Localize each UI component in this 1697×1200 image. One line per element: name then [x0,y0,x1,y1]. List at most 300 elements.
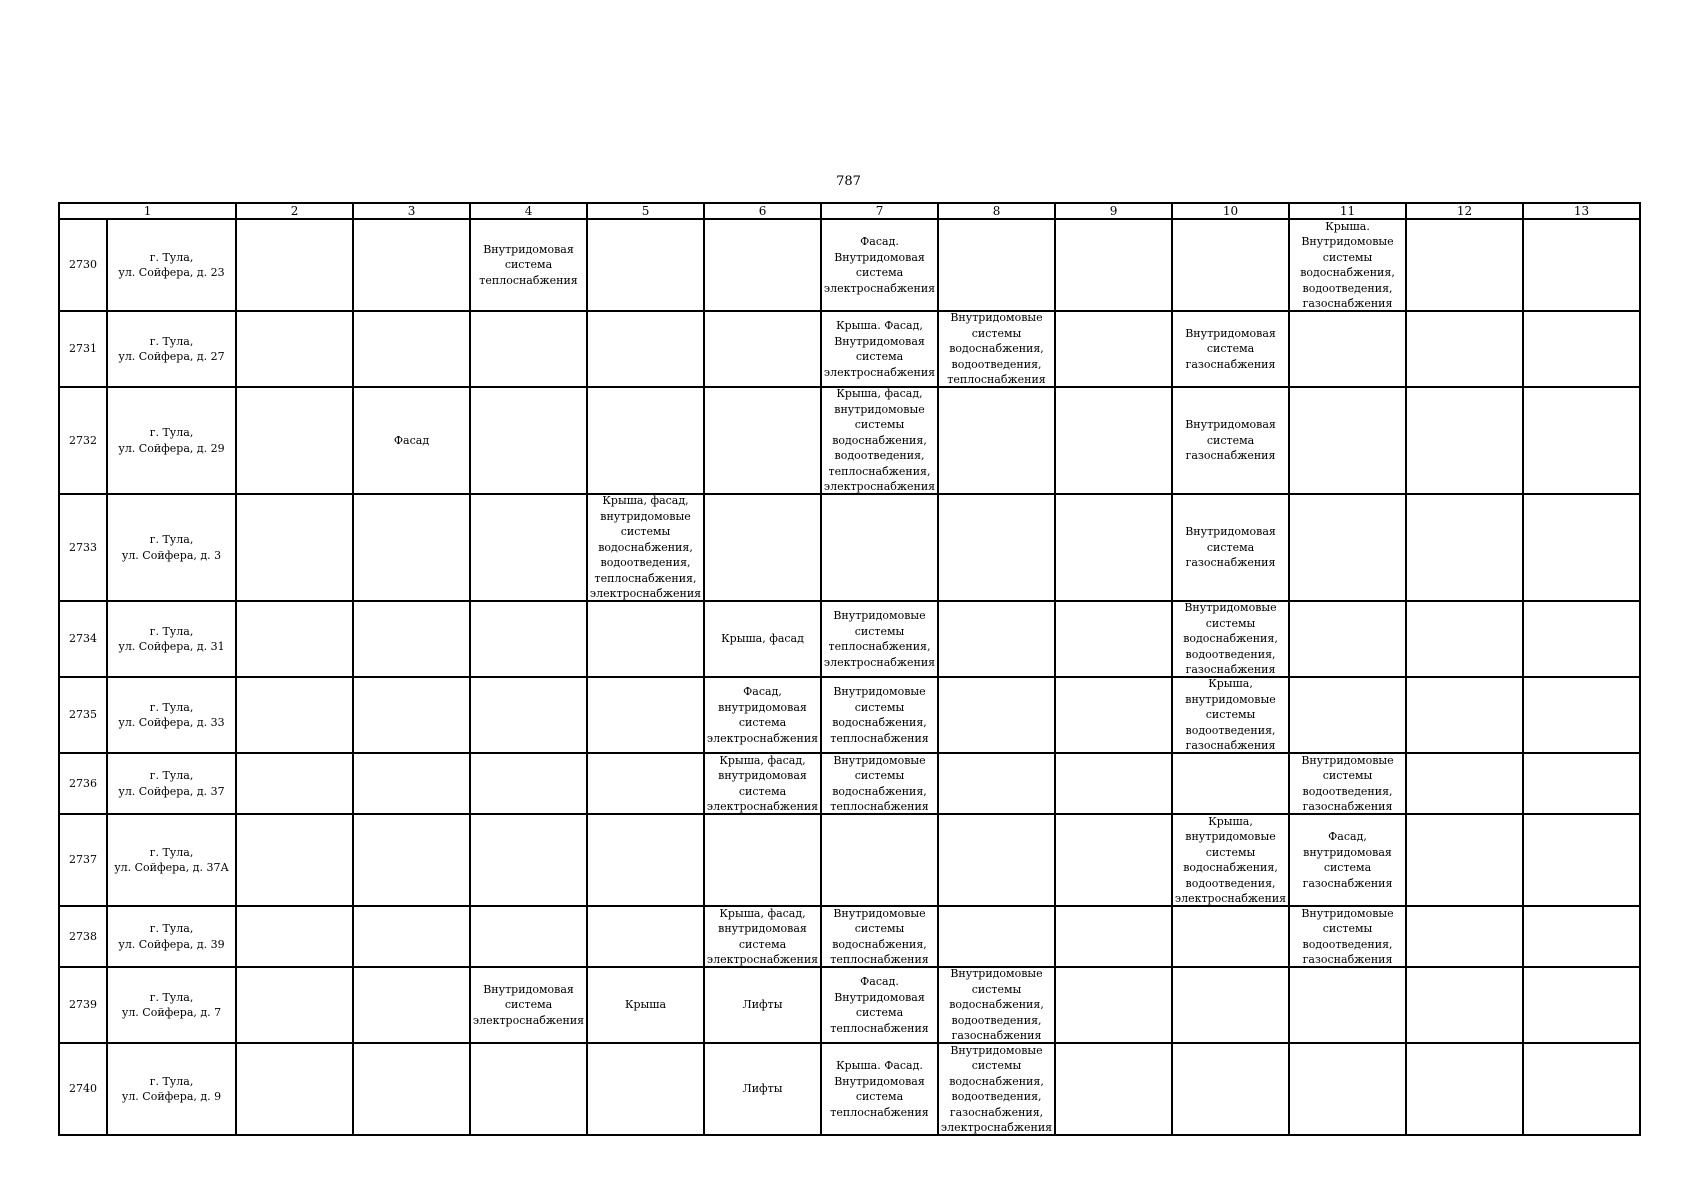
work-text: Внутридомовые системы водоснабжения, теплоснабжения [830,685,929,745]
work-cell-content [1526,678,1637,752]
work-cell [1289,753,1406,814]
work-cell-content [473,754,584,813]
address-text: г. Тула, ул. Сойфера, д. 23 [118,250,225,279]
work-cell [236,311,353,387]
work-cell [938,753,1055,814]
work-cell [470,1043,587,1135]
work-text: Фасад. Внутридомовая система теплоснабжения [830,975,929,1035]
work-cell [1172,753,1289,814]
work-cell [1172,601,1289,677]
work-text: Крыша. Фасад. Внутридомовая система теплоснабжения [830,1059,929,1119]
work-text: Крыша, внутридомовые системы водоотведения, газоснабжения [1185,678,1276,752]
work-cell-content [1058,754,1169,813]
work-cell-content [824,1044,935,1134]
work-cell [353,814,470,906]
work-cell [1406,311,1523,387]
work-cell [704,814,821,906]
work-cell [353,967,470,1043]
work-text: Внутридомовые системы водоотведения, газоснабжения [1301,907,1394,966]
work-cell-content [941,1044,1052,1134]
work-cell-content [941,815,1052,905]
work-cell [1523,601,1640,677]
column-header: 11 [1289,203,1406,219]
work-cell [587,967,704,1043]
work-cell-content [707,968,818,1042]
work-cell [704,387,821,494]
work-cell [938,906,1055,967]
work-cell [1523,906,1640,967]
table-row [59,677,1640,753]
work-cell-content [473,1044,584,1134]
address-cell [107,753,236,814]
table-row [59,311,1640,387]
table-row [59,753,1640,814]
work-cell [587,387,704,494]
address-text: г. Тула, ул. Сойфера, д. 3 [121,533,222,562]
work-cell-content [239,220,350,310]
work-cell-content [1292,815,1403,905]
work-cell [1055,311,1172,387]
work-cell [704,1043,821,1135]
work-cell [1172,677,1289,753]
work-cell-content [1175,312,1286,386]
work-cell [587,311,704,387]
work-cell-content [1409,678,1520,752]
work-cell-content [1409,312,1520,386]
work-text: Крыша, фасад, внутридомовые системы водоснабжения, водоотведения, теплоснабжения, электроснабжения [824,388,936,493]
work-cell [1172,494,1289,601]
address-text: г. Тула, ул. Сойфера, д. 33 [118,700,225,729]
work-cell [1172,967,1289,1043]
work-cell-content [1526,968,1637,1042]
work-cell-content [1409,907,1520,966]
work-cell [353,494,470,601]
work-cell-content [239,388,350,493]
row-number: 2739 [59,967,107,1043]
work-cell [1055,967,1172,1043]
table-row [59,601,1640,677]
work-cell-content [1409,388,1520,493]
work-cell-content [1175,220,1286,310]
work-cell-content [941,220,1052,310]
work-cell [1172,814,1289,906]
work-cell [470,311,587,387]
work-cell-content [356,495,467,600]
work-cell-content [707,220,818,310]
work-text: Крыша, фасад, внутридомовые системы водоснабжения, водоотведения, теплоснабжения, электроснабжения [590,495,702,600]
work-cell-content [1292,220,1403,310]
work-cell [1406,1043,1523,1135]
work-cell [1406,219,1523,311]
work-cell [587,1043,704,1135]
work-cell [938,1043,1055,1135]
work-cell [353,677,470,753]
work-cell-content [1409,968,1520,1042]
work-text: Крыша. Фасад, Внутридомовая система электроснабжения [824,319,936,379]
work-cell [353,753,470,814]
work-cell-content [239,312,350,386]
work-text: Крыша [624,998,667,1012]
row-number: 2733 [59,494,107,601]
work-cell [821,387,938,494]
work-cell [236,219,353,311]
work-text: Внутридомовые системы теплоснабжения, электроснабжения [824,609,936,669]
work-text: Внутридомовые системы водоснабжения, теплоснабжения [830,907,929,966]
work-cell [236,814,353,906]
work-cell [1289,906,1406,967]
work-text: Фасад [393,433,430,447]
work-cell-content [239,754,350,813]
work-cell-content [356,907,467,966]
work-cell-content [1292,495,1403,600]
work-cell [587,753,704,814]
work-cell-content [590,495,701,600]
work-text: Внутридомовые системы водоснабжения, теплоснабжения [830,754,929,813]
work-cell [1289,601,1406,677]
work-cell [1172,311,1289,387]
address-cell [107,494,236,601]
work-cell [1406,387,1523,494]
work-cell-content [1292,907,1403,966]
work-cell-content [1526,907,1637,966]
work-text: Внутридомовая система газоснабжения [1185,326,1276,371]
row-number: 2736 [59,753,107,814]
work-cell [236,387,353,494]
work-cell-content [941,602,1052,676]
work-cell [236,967,353,1043]
work-cell-content [590,907,701,966]
work-cell-content [1175,815,1286,905]
work-cell-content [239,678,350,752]
work-cell-content [824,220,935,310]
row-number: 2730 [59,219,107,311]
work-cell-content [707,907,818,966]
work-cell [938,677,1055,753]
work-cell [1523,387,1640,494]
work-cell [938,387,1055,494]
work-cell [1523,753,1640,814]
work-cell [938,219,1055,311]
page-number: 787 [836,174,861,189]
work-text: Крыша. Внутридомовые системы водоснабжения, водоотведения, газоснабжения [1300,220,1395,310]
work-cell [1289,677,1406,753]
work-cell-content [590,754,701,813]
work-cell-content [1292,678,1403,752]
work-cell-content [1175,1044,1286,1134]
work-cell-content [473,678,584,752]
work-cell [1172,219,1289,311]
work-cell-content [707,602,818,676]
work-cell-content [1058,1044,1169,1134]
work-cell-content [1526,1044,1637,1134]
work-cell [1523,677,1640,753]
work-text: Фасад, внутридомовая система электроснабжения [707,685,819,745]
work-cell [1055,601,1172,677]
work-cell [1406,967,1523,1043]
work-cell-content [1526,220,1637,310]
work-text: Лифты [742,998,783,1012]
row-number: 2731 [59,311,107,387]
work-text: Фасад, внутридомовая система газоснабжения [1302,830,1393,890]
work-cell [821,219,938,311]
work-cell [470,967,587,1043]
work-cell-content [1175,388,1286,493]
work-cell-content [356,388,467,493]
work-cell [353,311,470,387]
work-text: Лифты [742,1082,783,1096]
work-cell-content [941,388,1052,493]
work-cell [353,219,470,311]
work-cell [821,814,938,906]
work-cell-content [473,602,584,676]
work-cell [704,219,821,311]
work-cell-content [707,815,818,905]
work-cell-content [1292,1044,1403,1134]
work-cell-content [1058,602,1169,676]
work-cell-content [1292,312,1403,386]
work-cell-content [824,312,935,386]
work-cell [1289,494,1406,601]
work-cell-content [239,602,350,676]
table-row [59,387,1640,494]
work-cell [1055,753,1172,814]
work-cell-content [1058,907,1169,966]
work-text: Крыша, фасад [721,632,804,646]
work-cell-content [707,678,818,752]
work-cell-content [941,754,1052,813]
work-cell-content [1526,495,1637,600]
work-cell-content [1526,815,1637,905]
work-cell-content [590,388,701,493]
work-cell [938,814,1055,906]
work-cell [1406,494,1523,601]
work-cell-content [356,815,467,905]
address-cell [107,219,236,311]
address-text: г. Тула, ул. Сойфера, д. 37 [118,769,225,798]
address-cell [107,906,236,967]
work-cell [1406,601,1523,677]
work-cell-content [707,388,818,493]
work-cell-content [1409,754,1520,813]
work-cell-content [941,968,1052,1042]
column-header: 10 [1172,203,1289,219]
work-cell-content [239,907,350,966]
work-cell-content [239,1044,350,1134]
row-number: 2735 [59,677,107,753]
work-cell [236,601,353,677]
column-header: 13 [1523,203,1640,219]
table-row [59,1043,1640,1135]
work-cell [1523,1043,1640,1135]
work-cell [938,601,1055,677]
work-cell-content [1292,754,1403,813]
work-cell [821,677,938,753]
work-cell-content [1175,495,1286,600]
work-text: Внутридомовые системы водоснабжения, водоотведения, газоснабжения [1183,602,1278,676]
address-cell [107,1043,236,1135]
work-cell [821,753,938,814]
work-cell-content [824,968,935,1042]
column-header: 4 [470,203,587,219]
work-cell [353,1043,470,1135]
work-cell-content [824,678,935,752]
work-cell-content [824,815,935,905]
work-cell [1055,1043,1172,1135]
table-header [59,203,1640,219]
work-cell [1055,494,1172,601]
column-header: 6 [704,203,821,219]
work-cell-content [239,968,350,1042]
table-row [59,906,1640,967]
work-cell [470,906,587,967]
work-cell [1523,219,1640,311]
work-cell [938,494,1055,601]
work-cell [1523,967,1640,1043]
work-cell-content [590,678,701,752]
work-cell-content [356,1044,467,1134]
work-text: Крыша, внутридомовые системы водоснабжения, водоотведения, электроснабжения [1175,815,1287,905]
work-cell [704,906,821,967]
work-cell-content [824,754,935,813]
work-cell-content [1058,312,1169,386]
work-cell [821,311,938,387]
address-text: г. Тула, ул. Сойфера, д. 7 [121,990,222,1019]
work-text: Внутридомовые системы водоснабжения, водоотведения, газоснабжения, электроснабжения [941,1044,1053,1134]
work-cell [704,753,821,814]
work-cell-content [1409,1044,1520,1134]
work-cell [821,601,938,677]
work-cell-content [1175,602,1286,676]
work-cell [704,677,821,753]
address-cell [107,814,236,906]
work-cell-content [1526,602,1637,676]
work-cell [1406,814,1523,906]
work-cell-content [356,754,467,813]
work-cell [236,906,353,967]
work-cell [1523,494,1640,601]
address-text: г. Тула, ул. Сойфера, д. 31 [118,624,225,653]
address-cell [107,311,236,387]
column-header: 3 [353,203,470,219]
work-cell [704,601,821,677]
table-body [59,219,1640,1135]
work-cell-content [1175,907,1286,966]
work-cell [1289,1043,1406,1135]
work-cell [704,494,821,601]
work-text: Фасад. Внутридомовая система электроснабжения [824,235,936,295]
work-cell-content [824,907,935,966]
work-cell [938,311,1055,387]
work-cell [470,814,587,906]
work-cell-content [1175,754,1286,813]
work-cell-content [1409,220,1520,310]
work-cell [1055,814,1172,906]
work-cell-content [1292,602,1403,676]
work-cell [1523,814,1640,906]
work-cell-content [824,495,935,600]
work-text: Внутридомовая система газоснабжения [1185,525,1276,570]
work-cell [1055,387,1172,494]
row-number: 2738 [59,906,107,967]
address-text: г. Тула, ул. Сойфера, д. 37А [114,845,229,874]
work-cell-content [473,312,584,386]
work-cell [1406,677,1523,753]
work-cell [470,219,587,311]
work-cell [1172,387,1289,494]
work-cell-content [590,602,701,676]
work-cell-content [356,968,467,1042]
table-row [59,219,1640,311]
work-cell [821,494,938,601]
address-text: г. Тула, ул. Сойфера, д. 27 [118,334,225,363]
work-text: Крыша, фасад, внутридомовая система электроснабжения [707,907,819,966]
work-cell-content [473,907,584,966]
work-cell [1172,906,1289,967]
work-cell-content [824,388,935,493]
work-cell [353,601,470,677]
address-text: г. Тула, ул. Сойфера, д. 9 [121,1074,222,1103]
work-cell [1406,753,1523,814]
work-cell-content [473,495,584,600]
work-cell-content [590,815,701,905]
work-cell [704,311,821,387]
work-cell-content [356,678,467,752]
work-cell [587,601,704,677]
address-cell [107,677,236,753]
column-header: 5 [587,203,704,219]
work-cell-content [824,602,935,676]
work-cell-content [1526,312,1637,386]
work-cell-content [1292,388,1403,493]
address-cell [107,387,236,494]
work-cell-content [239,495,350,600]
work-text: Внутридомовая система электроснабжения [473,982,585,1027]
work-cell [1406,906,1523,967]
address-text: г. Тула, ул. Сойфера, д. 29 [118,426,225,455]
work-cell [821,1043,938,1135]
work-cell [470,601,587,677]
work-cell [1523,311,1640,387]
work-cell-content [1292,968,1403,1042]
work-cell-content [473,815,584,905]
work-cell [353,387,470,494]
row-number: 2732 [59,387,107,494]
work-text: Внутридомовые системы водоотведения, газоснабжения [1301,754,1394,813]
work-cell-content [473,220,584,310]
column-header: 7 [821,203,938,219]
work-cell-content [941,495,1052,600]
work-cell [821,967,938,1043]
work-cell-content [707,495,818,600]
work-cell-content [1409,815,1520,905]
work-cell [1289,219,1406,311]
work-text: Внутридомовые системы водоснабжения, водоотведения, теплоснабжения [947,312,1046,386]
work-cell-content [1058,678,1169,752]
work-cell-content [1409,602,1520,676]
work-cell-content [941,678,1052,752]
work-cell [470,677,587,753]
work-cell [1055,219,1172,311]
work-cell-content [707,754,818,813]
work-cell [587,906,704,967]
table-row [59,494,1640,601]
work-cell [587,219,704,311]
row-number: 2734 [59,601,107,677]
work-cell-content [1058,220,1169,310]
work-cell [470,494,587,601]
work-text: Крыша, фасад, внутридомовая система электроснабжения [707,754,819,813]
work-cell-content [707,312,818,386]
